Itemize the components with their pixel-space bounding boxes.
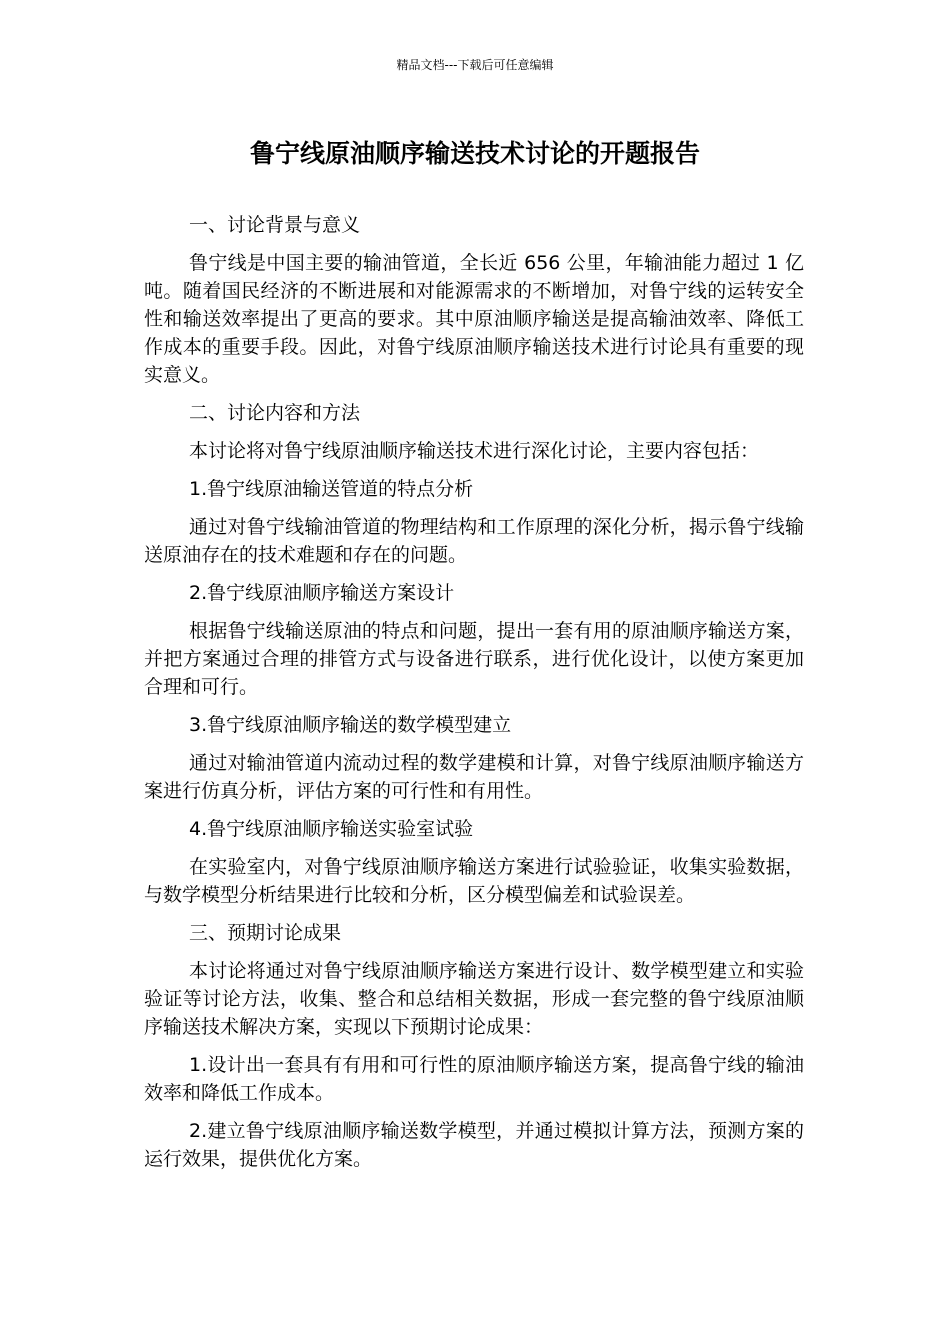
list-item: 1.设计出一套具有有用和可行性的原油顺序输送方案，提高鲁宁线的输油效率和降低工作成本。 xyxy=(144,1054,804,1104)
section-heading: 一、讨论背景与意义 xyxy=(189,214,361,236)
section-heading: 三、预期讨论成果 xyxy=(189,922,342,944)
paragraph: 根据鲁宁线输送原油的特点和问题，提出一套有用的原油顺序输送方案，并把方案通过合理的排管方式与设备进行联系，进行优化设计，以使方案更加合理和可行。 xyxy=(144,620,804,698)
paragraph: 鲁宁线是中国主要的输油管道，全长近 656 公里，年输油能力超过 1 亿吨。随着国民经济的不断进展和对能源需求的不断增加，对鲁宁线的运转安全性和输送效率提出了更高的要求。其中原油顺序输送是提高输油效率、降低工作成本的重要手段。因此，对鲁宁线原油顺序输送技术进行讨论具有重要的现实意义。 xyxy=(144,252,804,386)
paragraph: 通过对鲁宁线输油管道的物理结构和工作原理的深化分析，揭示鲁宁线输送原油存在的技术难题和存在的问题。 xyxy=(144,516,804,566)
section-heading: 二、讨论内容和方法 xyxy=(189,402,361,424)
document-body xyxy=(144,211,804,1183)
paragraph: 通过对输油管道内流动过程的数学建模和计算，对鲁宁线原油顺序输送方案进行仿真分析，评估方案的可行性和有用性。 xyxy=(144,752,804,802)
subheading: 4.鲁宁线原油顺序输送实验室试验 xyxy=(189,818,474,840)
page-header: 精品文档---下载后可任意编辑 xyxy=(396,58,554,72)
subheading: 1.鲁宁线原油输送管道的特点分析 xyxy=(189,478,474,500)
paragraph: 本讨论将通过对鲁宁线原油顺序输送方案进行设计、数学模型建立和实验验证等讨论方法，收集、整合和总结相关数据，形成一套完整的鲁宁线原油顺序输送技术解决方案，实现以下预期讨论成果： xyxy=(144,960,804,1038)
subheading: 2.鲁宁线原油顺序输送方案设计 xyxy=(189,582,455,604)
list-item: 2.建立鲁宁线原油顺序输送数学模型，并通过模拟计算方法，预测方案的运行效果，提供优化方案。 xyxy=(144,1120,804,1170)
subheading: 3.鲁宁线原油顺序输送的数学模型建立 xyxy=(189,714,512,736)
document-title: 鲁宁线原油顺序输送技术讨论的开题报告 xyxy=(249,139,700,168)
paragraph: 本讨论将对鲁宁线原油顺序输送技术进行深化讨论，主要内容包括： xyxy=(189,440,760,462)
paragraph: 在实验室内，对鲁宁线原油顺序输送方案进行试验验证，收集实验数据，与数学模型分析结果进行比较和分析，区分模型偏差和试验误差。 xyxy=(144,856,804,906)
